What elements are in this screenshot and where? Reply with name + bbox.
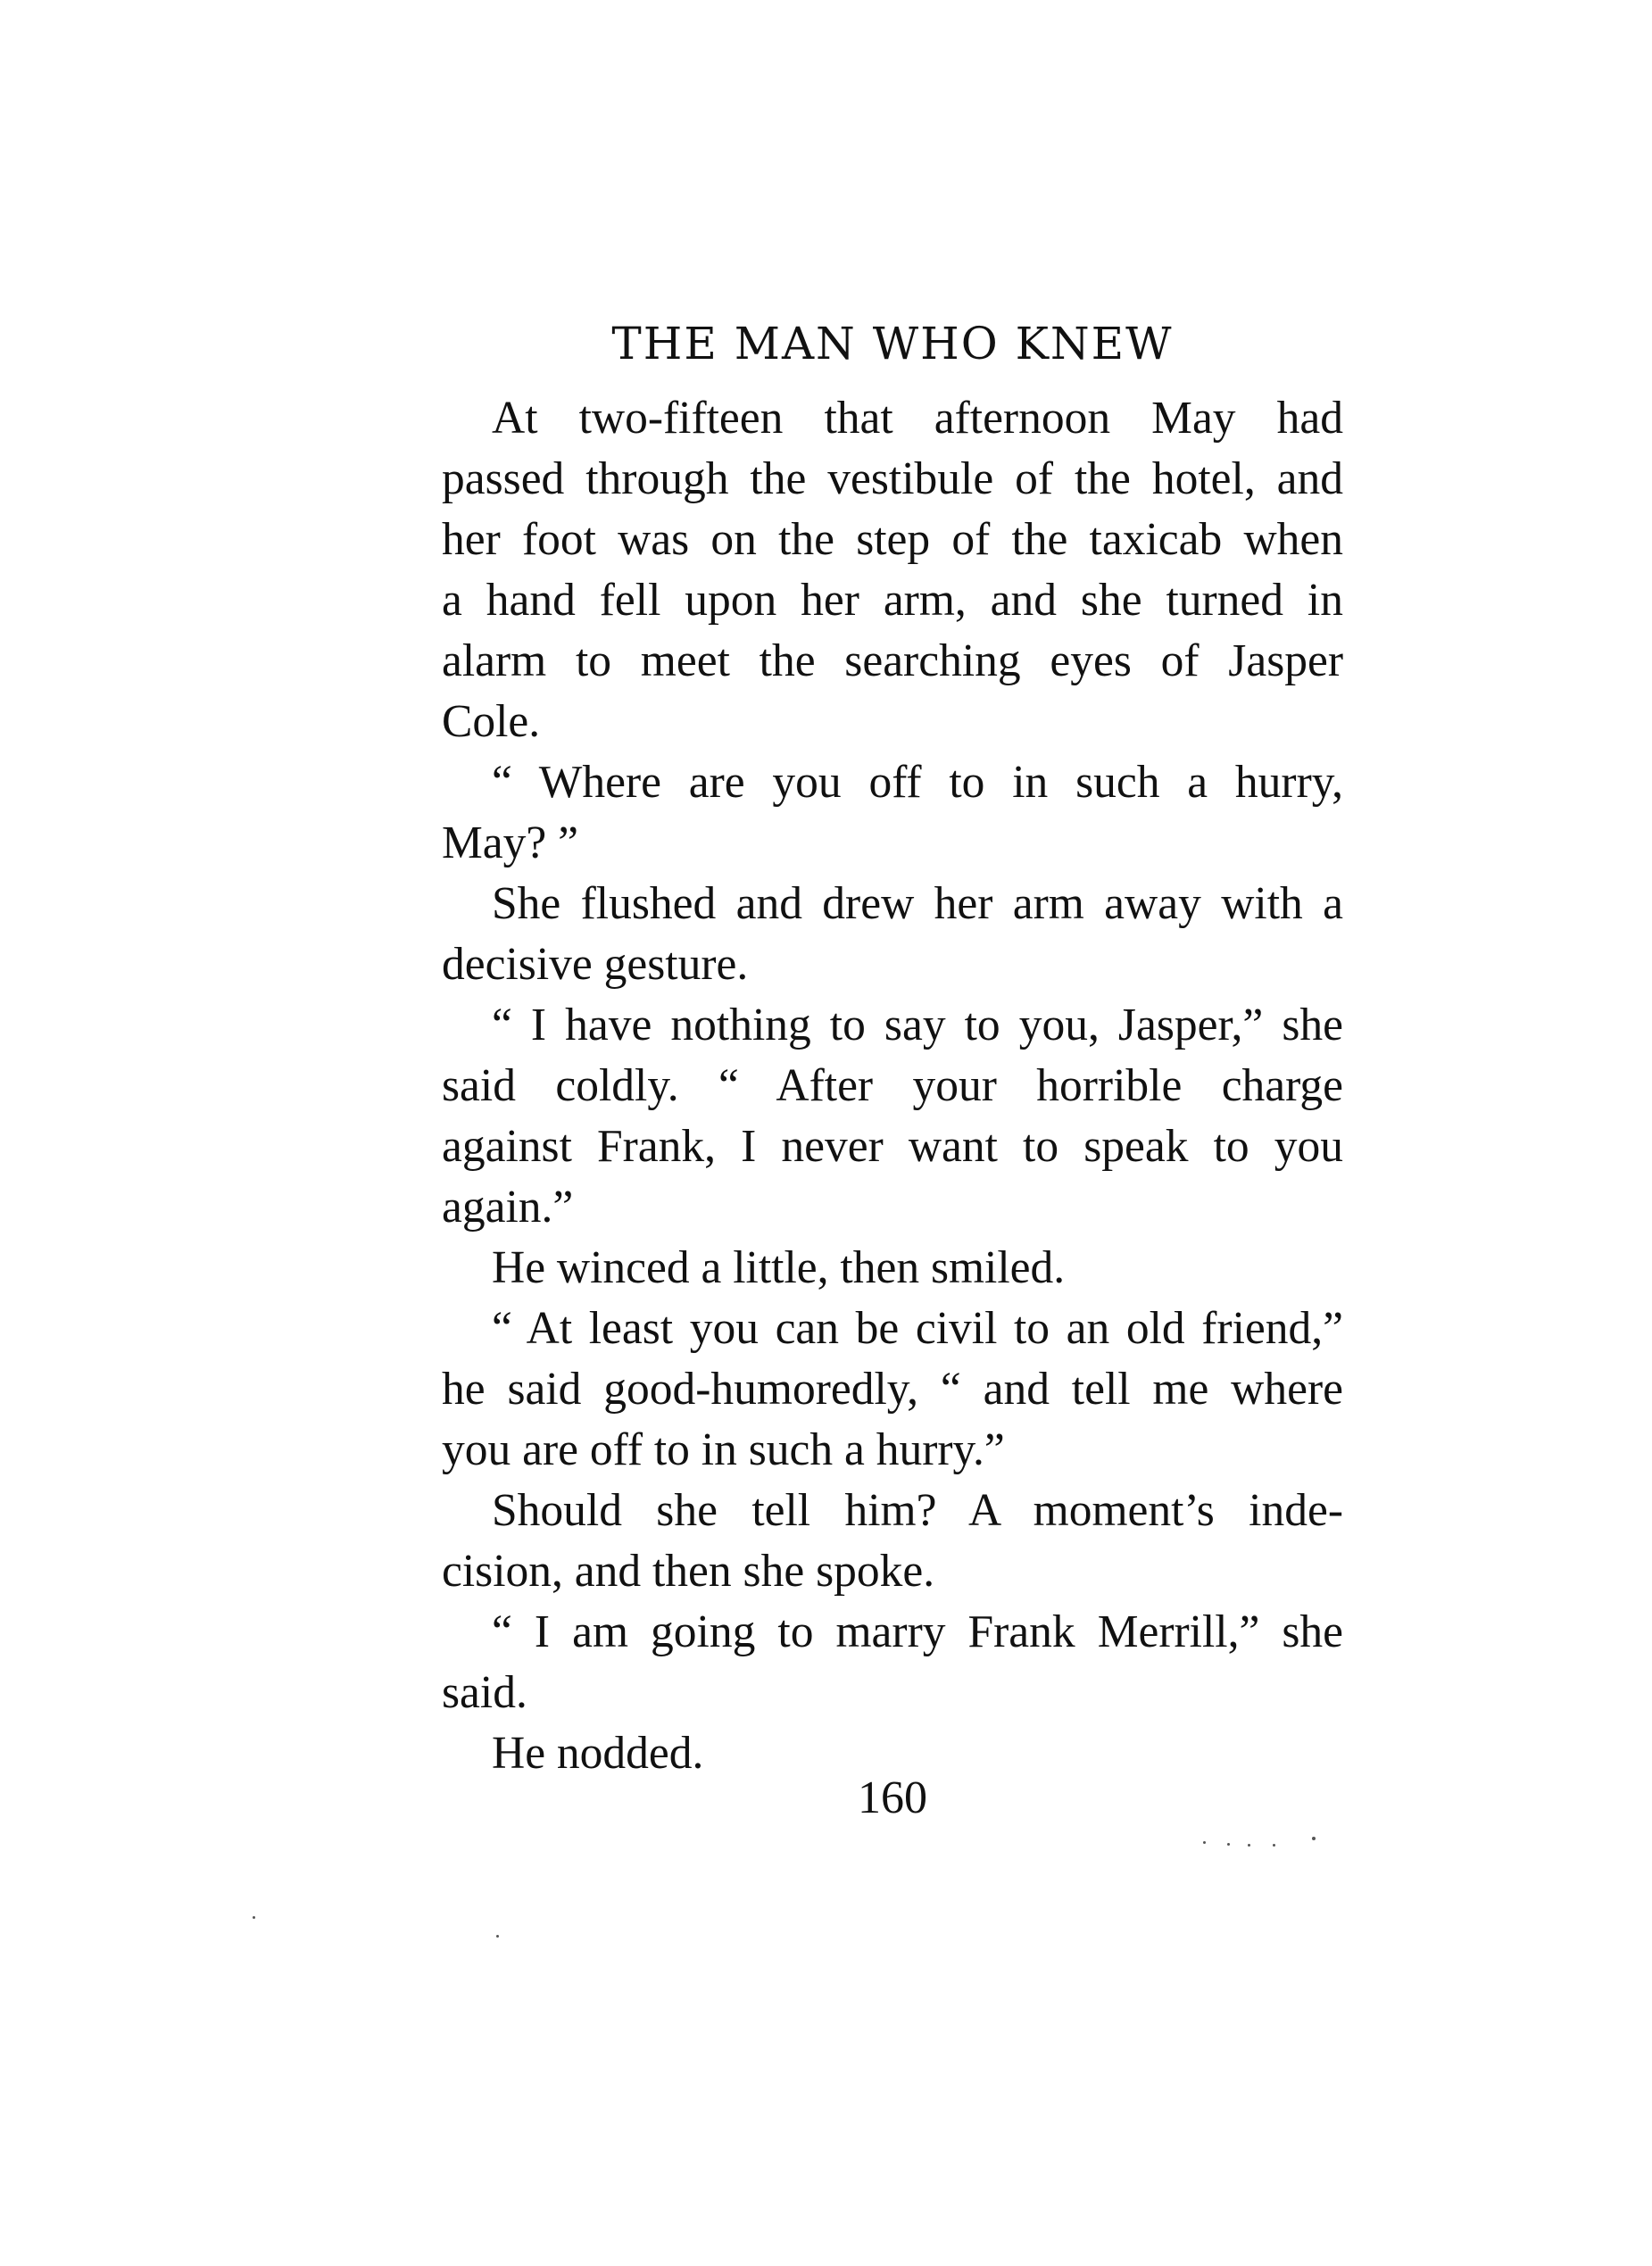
scan-speck [1312, 1837, 1316, 1840]
text-line: “ I am going to marry Frank Merrill,” she [492, 1606, 1343, 1657]
text-line: her foot was on the step of the taxicab when [442, 514, 1343, 565]
text-line: against Frank, I never want to speak to you [442, 1121, 1343, 1172]
text-line: He winced a little, then smiled. [492, 1242, 1066, 1293]
body-text [442, 388, 1343, 1784]
scan-speck [1273, 1844, 1275, 1847]
scan-speck [1227, 1843, 1230, 1846]
text-line: He nodded. [492, 1728, 704, 1779]
text-line: decisive gesture. [442, 939, 749, 990]
text-line: May? ” [442, 818, 578, 868]
text-line: said. [442, 1667, 527, 1718]
scan-speck [1248, 1844, 1250, 1847]
text-line: “ Where are you off to in such a hurry, [492, 757, 1343, 808]
text-line: At two-fifteen that afternoon May had [492, 393, 1343, 444]
text-line: alarm to meet the searching eyes of Jasper [442, 635, 1343, 686]
text-line: “ I have nothing to say to you, Jasper,” she [492, 1000, 1343, 1050]
scan-speck [253, 1916, 255, 1919]
text-line: passed through the vestibule of the hotel, and [442, 453, 1343, 504]
text-line: said coldly. “ After your horrible charge [442, 1060, 1343, 1111]
page-number: 160 [858, 1772, 927, 1823]
text-line: She flushed and drew her arm away with a [492, 878, 1343, 929]
text-line: he said good-humoredly, “ and tell me where [442, 1364, 1343, 1415]
running-head: THE MAN WHO KNEW [611, 318, 1174, 369]
text-line: Should she tell him? A moment’s inde- [492, 1485, 1343, 1536]
text-line: a hand fell upon her arm, and she turned in [442, 575, 1343, 626]
text-line: you are off to in such a hurry.” [442, 1424, 1005, 1475]
text-line: Cole. [442, 696, 541, 747]
text-line: again.” [442, 1182, 574, 1233]
text-line: cision, and then she spoke. [442, 1546, 935, 1597]
scan-speck [496, 1935, 499, 1938]
scan-speck [1203, 1841, 1206, 1844]
text-line: “ At least you can be civil to an old friend,” [492, 1303, 1343, 1354]
